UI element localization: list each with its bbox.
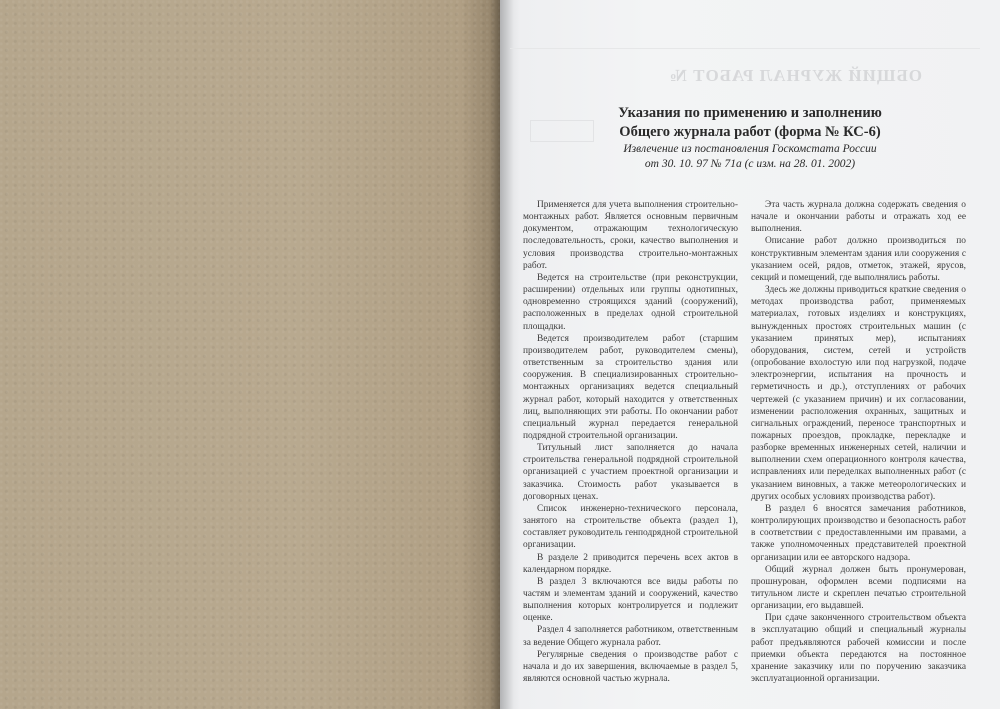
- paragraph: Эта часть журнала должна содержать сведения о начале и окончании работы и отражать ход ее выполнения.: [751, 200, 966, 235]
- paragraph: Ведется производителем работ (старшим производителем работ, руководителем смены), ответственным за строительство здания или сооружения. В специализированных строительно-монтажных организациях ведется специальный журнал работ, который находится у ответственных лиц, выполняющих эти работы. По окончании работ специальный журнал передается генеральной подрядной строительной организации.: [523, 333, 738, 441]
- paragraph: При сдаче законченного строительством объекта в эксплуатацию общий и специальный журналы работ предъявляются рабочей комиссии и после приемки объекта передаются на постоянное хранение заказчику или по поручению заказчика эксплуатационной организации.: [751, 613, 966, 685]
- text-column-left: [523, 199, 738, 685]
- paragraph: Список инженерно-технического персонала, занятого на строительстве объекта (раздел 1), составляет руководитель генподрядной строительной организации.: [523, 503, 738, 551]
- paragraph: В разделе 2 приводится перечень всех актов в календарном порядке.: [523, 552, 738, 575]
- paragraph: Раздел 4 заполняется работником, ответственным за ведение Общего журнала работ.: [523, 625, 738, 648]
- heading-title-line1: Указания по применению и заполнению: [618, 105, 882, 121]
- paragraph: Применяется для учета выполнения строительно-монтажных работ. Является основным первичным документом, отражающим технологическую последовательность, сроки, качество выполнения и условия производства строительно-монтажных работ.: [523, 200, 738, 271]
- heading-subtitle-line2: от 30. 10. 97 № 71а (с изм. на 28. 01. 2002): [644, 158, 856, 170]
- paragraph: В раздел 6 вносятся замечания работников, контролирующих производство и безопасность работ в соответствии с предоставленными им правами, а также уполномоченных представителей проектной организации или ее авторского надзора.: [751, 503, 966, 563]
- paragraph: Регулярные сведения о производстве работ с начала и до их завершения, включаемые в раздел 5, являются основной частью журнала.: [523, 649, 738, 685]
- document-heading: [500, 104, 1000, 172]
- paragraph: В раздел 3 включаются все виды работы по частям и элементам зданий и сооружений, качество выполнения которых контролируется и подлежит оценке.: [523, 576, 738, 624]
- document-page: [500, 0, 1000, 709]
- bleed-through-line: [510, 36, 980, 49]
- paragraph: Общий журнал должен быть пронумерован, прошнурован, оформлен всеми подписями на титульном листе и скреплен печатью строительной организации, его выдавшей.: [751, 564, 966, 612]
- heading-title-line2: Общего журнала работ (форма № КС-6): [619, 124, 881, 140]
- bleed-through-title: ОБЩИЙ ЖУРНАЛ РАБОТ №: [668, 66, 922, 85]
- paragraph: Титульный лист заполняется до начала строительства генеральной подрядной строительной организацией с участием проектной организации и заказчика. Стоимость работ указывается в договорных ценах.: [523, 443, 738, 502]
- paragraph: Здесь же должны приводиться краткие сведения о методах производства работ, применяемых материалах, готовых изделиях и конструкциях, вынужденных простоях строительных машин (с указанием принятых мер), испытаниях оборудования, систем, сетей и устройств (опробование вхолостую или под нагрузкой, подаче электроэнергии, испытания на прочность и герметичность и др.), отступлениях от рабочих чертежей (с указанием причин) и их согласовании, изменении расположения охранных, защитных и сигнальных ограждений, переносе транспортных и пожарных проездов, прокладке, перекладке и разборке временных инженерных сетей, наличии и выполнении схем операционного контроля качества, исправлениях или переделках выполненных работ (с указанием виновных, а также метеорологических и других особых условиях производства работ).: [751, 285, 966, 502]
- heading-subtitle-line1: Извлечение из постановления Госкомстата России: [623, 143, 877, 155]
- paragraph: Описание работ должно производиться по конструктивным элементам здания или сооружения с указанием осей, рядов, отметок, этажей, ярусов, секций и помещений, где выполнялись работы.: [751, 236, 966, 283]
- text-column-right: [751, 199, 966, 685]
- paragraph: Ведется на строительстве (при реконструкции, расширении) отдельных или группы однотипных, одновременно строящихся зданий (сооружений), расположенных в пределах одной строительной площадки.: [523, 272, 738, 332]
